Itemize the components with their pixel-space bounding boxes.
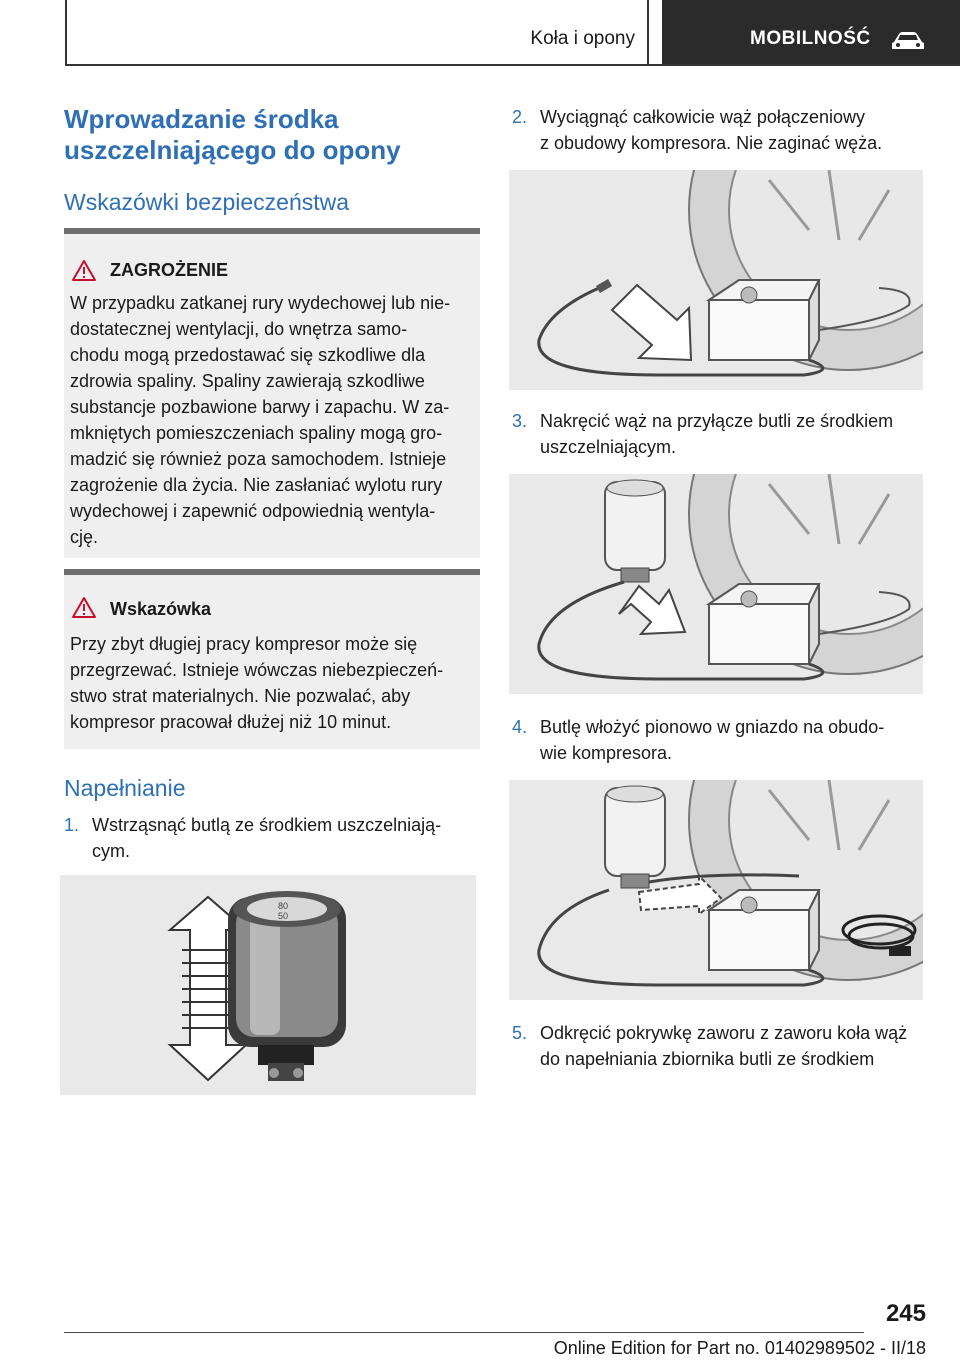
bottle-label-top: 80 — [278, 901, 289, 911]
warning-icon — [72, 597, 96, 618]
header-left-rule — [65, 0, 67, 65]
insert-bottle-illustration — [509, 780, 923, 1000]
step-number: 4. — [512, 717, 528, 737]
warning-icon — [72, 260, 96, 281]
footer-edition: Online Edition for Part no. 01402989502 - II/18 — [553, 1338, 926, 1358]
step-number: 5. — [512, 1023, 528, 1043]
safety-heading: Wskazówki bezpieczeństwa — [64, 189, 350, 215]
step-text: Wyciągnąć całkowicie wąż połączeniowy z obudowy kompresora. Nie zaginać węża. — [540, 107, 883, 153]
step-text: Odkręcić pokrywkę zaworu z zaworu koła wąż do napełniania zbiornika butli ze środkiem — [540, 1023, 908, 1069]
footer-rule — [64, 1332, 864, 1333]
header-chapter-tab[interactable] — [662, 0, 960, 64]
step-number: 3. — [512, 411, 528, 431]
connect-hose-illustration — [509, 474, 923, 694]
step-number: 1. — [64, 815, 80, 835]
step-text: Butlę włożyć pionowo w gniazdo na obudo- wie kompresora. — [540, 717, 885, 763]
header-divider — [647, 0, 649, 65]
compressor-hose-illustration — [509, 170, 923, 390]
danger-title: ZAGROŻENIE — [110, 260, 229, 280]
step-text: Wstrząsnąć butlą ze środkiem uszczelniają- cym. — [92, 815, 442, 861]
notice-text: Przy zbyt długiej pracy kompresor może się przegrzewać. Istnieje wówczas niebezpieczeń- stwo strat materialnych. Nie pozwalać, aby kompresor pracował dłużej niż 10 minut. — [70, 634, 444, 732]
header-rule — [65, 64, 960, 66]
bottle-label-bottom: 50 — [278, 911, 289, 921]
step-number: 2. — [512, 107, 528, 127]
page-title: Wprowadzanie środka uszczelniającego do opony — [64, 104, 401, 165]
danger-text: W przypadku zatkanej rury wydechowej lub nie- dostatecznej wentylacji, do wnętrza samo- chodu mogą przedostawać się szkodliwe dla zdrowia spaliny. Spaliny zawierają szkodliwe substancje pozbawione barwy i zapachu. W za- mkniętych pomieszczeniach spaliny mogą gro- madzić się również poza samochodem. Istnieje zagrożenie dla życia. Nie zasłaniać wylotu rury wydechowej i zapewnić odpowiednią wentyla- cję. — [70, 293, 451, 547]
danger-box — [64, 228, 480, 558]
filling-heading: Napełnianie — [64, 775, 186, 801]
step-text: Nakręcić wąż na przyłącze butli ze środkiem uszczelniającym. — [540, 411, 894, 457]
shake-bottle-illustration — [60, 875, 476, 1095]
figure-connect-hose — [509, 474, 923, 694]
notice-title: Wskazówka — [110, 599, 212, 619]
header-section-title: Koła i opony — [530, 28, 635, 49]
figure-shake-bottle — [60, 875, 476, 1095]
notice-box — [64, 569, 480, 749]
figure-pull-hose — [509, 170, 923, 390]
figure-insert-bottle — [509, 780, 923, 1000]
car-icon — [890, 30, 926, 52]
page-number: 245 — [885, 1300, 926, 1327]
header-chapter-label: MOBILNOŚĆ — [750, 28, 871, 49]
